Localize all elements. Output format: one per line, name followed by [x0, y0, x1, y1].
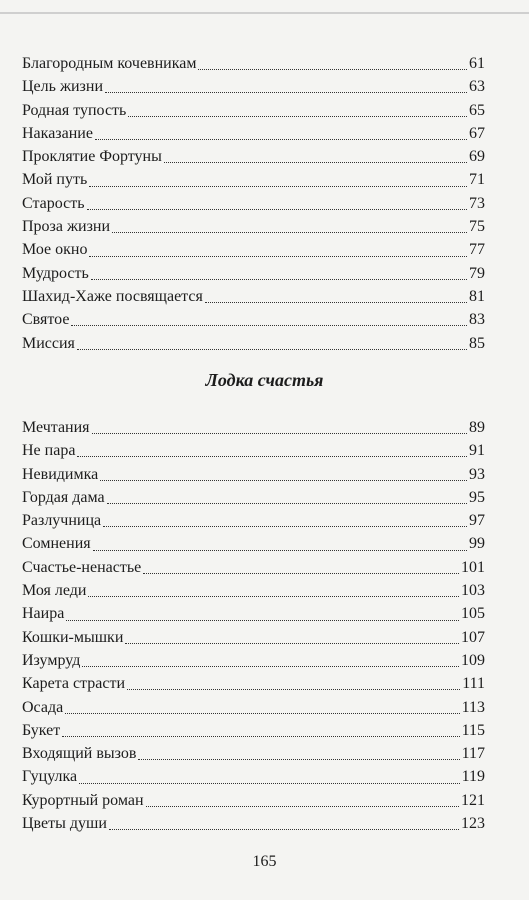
dot-leader: [143, 573, 459, 574]
toc-entry: [22, 719, 485, 742]
dot-leader: [92, 433, 467, 434]
toc-entry-title: Входящий вызов: [22, 745, 137, 763]
dot-leader: [109, 829, 459, 830]
dot-leader: [77, 349, 467, 350]
toc-entry-page: 99: [469, 535, 485, 553]
dot-leader: [88, 596, 459, 597]
page-number: 165: [252, 853, 277, 870]
toc-entry: [22, 742, 485, 765]
toc-entry-title: Мудрость: [22, 264, 89, 282]
toc-entry: [22, 145, 485, 168]
toc-entry: [22, 52, 485, 75]
dot-leader: [205, 302, 467, 303]
toc-entry: [22, 285, 485, 308]
toc-entry-title: Цветы души: [22, 815, 107, 833]
toc-entry-page: 79: [469, 264, 485, 282]
toc-entry-title: Шахид-Хаже посвящается: [22, 287, 203, 305]
toc-entry-page: 93: [469, 465, 485, 483]
toc-entry: [22, 696, 485, 719]
dot-leader: [89, 256, 467, 257]
toc-entry-page: 113: [461, 698, 485, 716]
toc-entry: [22, 789, 485, 812]
toc-entry-page: 73: [469, 194, 485, 212]
toc-entry-title: Благородным кочевникам: [22, 55, 197, 72]
toc-entry-title: Счастье-ненастье: [22, 558, 142, 576]
toc-entry-title: Гуцулка: [22, 768, 78, 786]
toc-entry-page: 77: [469, 241, 485, 259]
dot-leader: [146, 806, 460, 807]
toc-entry-title: Букет: [22, 721, 61, 739]
toc-entry-page: 85: [469, 334, 485, 352]
toc-entry-title: Мой путь: [22, 171, 88, 189]
toc-entry-page: 119: [461, 768, 485, 786]
toc-entry: [22, 602, 485, 625]
toc-entry-page: 111: [462, 675, 485, 693]
dot-leader: [100, 480, 467, 481]
toc-entry: [22, 486, 485, 509]
toc-entry-page: 69: [469, 148, 485, 166]
toc-entry-title: Наира: [22, 605, 65, 623]
toc-entry-page: 103: [461, 582, 485, 600]
toc-entry-page: 61: [469, 55, 485, 72]
toc-entry-page: 121: [461, 791, 485, 809]
toc-entry: [22, 168, 485, 191]
dot-leader: [125, 643, 459, 644]
toc-entry: [22, 626, 485, 649]
dot-leader: [127, 689, 460, 690]
toc-entry: [22, 672, 485, 695]
toc-entry-page: 89: [469, 419, 485, 436]
dot-leader: [93, 550, 467, 551]
toc-entry: [22, 532, 485, 555]
toc-entry: [22, 332, 485, 355]
dot-leader: [89, 186, 467, 187]
dot-leader: [71, 325, 467, 326]
toc-entry-title: Невидимка: [22, 465, 99, 483]
toc-entry-title: Не пара: [22, 442, 76, 460]
toc-entry: [22, 649, 485, 672]
toc-entry-title: Старость: [22, 194, 85, 212]
toc-entry-page: 81: [469, 287, 485, 305]
toc-entry-title: Осада: [22, 698, 64, 716]
toc-entry-title: Проза жизни: [22, 218, 111, 236]
toc-entry-title: Наказание: [22, 124, 93, 142]
toc-entry-title: Курортный роман: [22, 791, 144, 809]
toc-entry-page: 75: [469, 218, 485, 236]
toc-entry-title: Изумруд: [22, 651, 81, 669]
dot-leader: [91, 279, 467, 280]
dot-leader: [112, 232, 467, 233]
toc-entry-title: Разлучница: [22, 512, 102, 530]
toc-entry-title: Мое окно: [22, 241, 88, 259]
toc-entry-title: Миссия: [22, 334, 75, 352]
toc-entry-page: 83: [469, 311, 485, 329]
toc-entry-title: Сомнения: [22, 535, 91, 553]
dot-leader: [66, 620, 459, 621]
toc-entry-title: Гордая дама: [22, 488, 105, 506]
toc-entry-title: Мечтания: [22, 419, 90, 436]
dot-leader: [95, 139, 467, 140]
dot-leader: [138, 759, 459, 760]
dot-leader: [107, 503, 467, 504]
toc-entry-title: Цель жизни: [22, 78, 103, 96]
dot-leader: [128, 116, 467, 117]
toc-entry: [22, 99, 485, 122]
toc-entry-page: 105: [461, 605, 485, 623]
toc-section-2: [22, 416, 485, 835]
toc-entry: [22, 579, 485, 602]
toc-entry-page: 101: [461, 558, 485, 576]
dot-leader: [82, 666, 459, 667]
toc-entry: [22, 75, 485, 98]
toc-entry-title: Родная тупость: [22, 101, 127, 119]
toc-entry: [22, 556, 485, 579]
toc-section-1: [22, 52, 485, 355]
toc-entry: [22, 122, 485, 145]
toc-entry: [22, 308, 485, 331]
toc-entry-title: Моя леди: [22, 582, 87, 600]
toc-entry-page: 117: [461, 745, 485, 763]
dot-leader: [87, 209, 467, 210]
toc-entry: [22, 812, 485, 835]
toc-entry-page: 63: [469, 78, 485, 96]
toc-entry-page: 91: [469, 442, 485, 460]
section-heading: Лодка счастья: [205, 370, 324, 390]
dot-leader: [65, 713, 459, 714]
toc-entry-title: Кошки-мышки: [22, 628, 124, 646]
toc-entry-page: 107: [461, 628, 485, 646]
dot-leader: [62, 736, 459, 737]
toc-entry-title: Карета страсти: [22, 675, 125, 693]
dot-leader: [79, 783, 459, 784]
toc-entry: [22, 416, 485, 439]
toc-entry-page: 97: [469, 512, 485, 530]
toc-entry-page: 115: [461, 721, 485, 739]
dot-leader: [164, 162, 467, 163]
toc-entry-page: 71: [469, 171, 485, 189]
toc-entry: [22, 238, 485, 261]
toc-entry-page: 123: [461, 815, 485, 833]
toc-entry: [22, 215, 485, 238]
toc-entry: [22, 765, 485, 788]
toc-entry-page: 95: [469, 488, 485, 506]
toc-entry-page: 109: [461, 651, 485, 669]
toc-entry: [22, 192, 485, 215]
toc-entry-page: 67: [469, 124, 485, 142]
toc-entry: [22, 262, 485, 285]
toc-entry: [22, 463, 485, 486]
toc-entry: [22, 509, 485, 532]
dot-leader: [105, 92, 467, 93]
toc-entry: [22, 439, 485, 462]
dot-leader: [103, 526, 467, 527]
toc-entry-title: Проклятие Фортуны: [22, 148, 162, 166]
toc-entry-page: 65: [469, 101, 485, 119]
dot-leader: [198, 69, 467, 70]
top-edge-rule: [0, 12, 529, 14]
toc-entry-title: Святое: [22, 311, 70, 329]
dot-leader: [77, 456, 467, 457]
